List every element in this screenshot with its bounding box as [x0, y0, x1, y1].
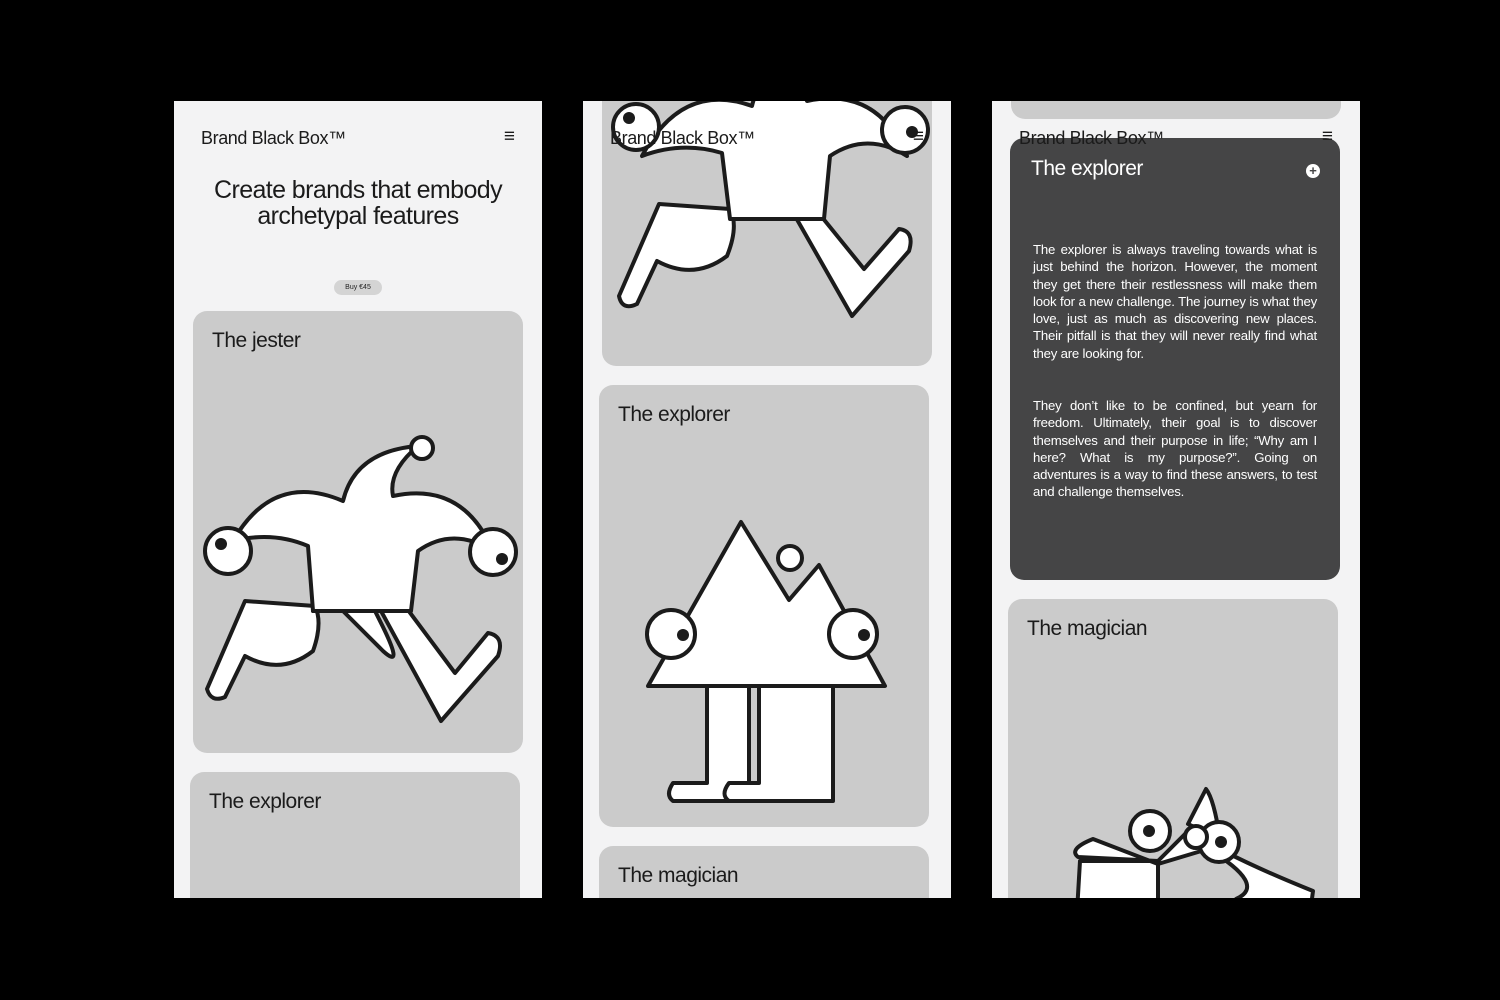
magician-illustration-icon: [1008, 599, 1338, 898]
hamburger-menu-icon[interactable]: ≡: [912, 126, 924, 147]
brand-logo[interactable]: Brand Black Box™: [610, 128, 755, 148]
expand-plus-icon[interactable]: +: [1306, 164, 1320, 178]
card-jester[interactable]: [1011, 101, 1341, 119]
card-explorer[interactable]: [599, 385, 929, 827]
jester-illustration-icon: [193, 311, 523, 753]
card-explorer[interactable]: [190, 772, 520, 898]
brand-logo[interactable]: Brand Black Box™: [1019, 128, 1164, 148]
card-magician[interactable]: [599, 846, 929, 898]
card-title: The magician: [618, 864, 739, 887]
hero-headline: Create brands that embody archetypal features: [214, 176, 502, 230]
hamburger-menu-icon[interactable]: ≡: [1321, 126, 1333, 147]
detail-title: The explorer: [1031, 157, 1143, 180]
card-title: The explorer: [209, 790, 321, 813]
explorer-detail-panel[interactable]: [1010, 138, 1340, 580]
detail-paragraph: They don’t like to be confined, but yearn for freedom. Ultimately, their goal is to discover themselves and their purpose in life; “Why am I here? What is my purpose?”. Going on adventures is a way to find these answers, to test and challenge themselves.: [1033, 398, 1317, 500]
buy-button[interactable]: Buy €45: [334, 280, 382, 295]
phone-screen-detail: [992, 101, 1360, 898]
detail-paragraph: The explorer is always traveling towards what is just behind the horizon. However, the moment they get there their restlessness will make them look for a new challenge. The journey is what they love, just as much as discovering new places. Their pitfall is that they will never really find what they are looking for.: [1033, 242, 1317, 361]
phone-screen-home: [174, 101, 542, 898]
card-title: The explorer: [618, 403, 730, 426]
card-magician[interactable]: [1008, 599, 1338, 898]
card-jester[interactable]: [193, 311, 523, 753]
card-title: The jester: [212, 329, 301, 352]
brand-logo[interactable]: Brand Black Box™: [201, 128, 346, 148]
explorer-illustration-icon: [599, 385, 929, 827]
card-title: The magician: [1027, 617, 1148, 640]
hamburger-menu-icon[interactable]: ≡: [503, 126, 515, 147]
phone-screen-scrolled: [583, 101, 951, 898]
